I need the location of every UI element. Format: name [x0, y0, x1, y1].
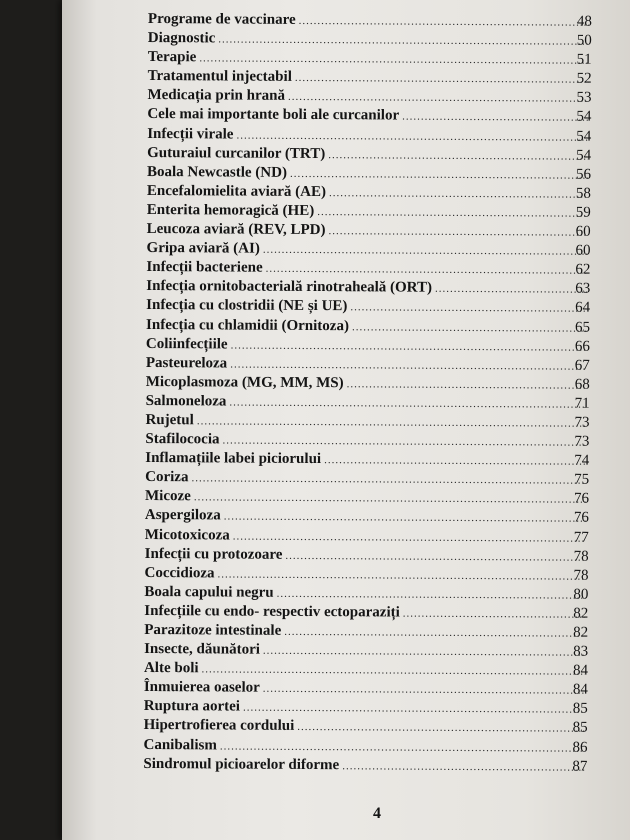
toc-entry-page: 73 — [574, 414, 590, 431]
toc-entry-page: 54 — [576, 109, 592, 126]
toc-entry-title: Boala capului negru — [144, 583, 274, 601]
toc-entry-title: Canibalism — [143, 736, 217, 753]
toc-entry-page: 60 — [575, 242, 591, 259]
toc-entry-title: Leucoza aviară (REV, LPD) — [146, 221, 326, 239]
toc-entry-title: Diagnostic — [147, 30, 216, 47]
toc-entry-page: 84 — [572, 681, 588, 698]
toc-entry-title: Boala Newcastle (ND) — [146, 163, 288, 181]
toc-entry-page: 82 — [573, 624, 589, 641]
toc-entry-title: Ruptura aortei — [143, 698, 241, 715]
toc-entry-page: 82 — [573, 605, 589, 622]
toc-entry-title: Tratamentul injectabil — [147, 68, 292, 86]
toc-entry-title: Infecția cu clostridii (NE și UE) — [146, 297, 348, 315]
toc-entry-page: 52 — [576, 70, 592, 87]
toc-entry-title: Gripa aviară (AI) — [146, 240, 260, 257]
dot-leader — [403, 604, 589, 624]
toc-entry-title: Pasteureloza — [145, 354, 228, 372]
table-of-contents — [143, 10, 592, 776]
toc-entry-page: 60 — [575, 223, 591, 240]
toc-entry-title: Micoze — [144, 488, 191, 505]
toc-entry-page: 78 — [573, 548, 589, 565]
book-page — [62, 0, 630, 840]
dot-leader — [402, 108, 588, 128]
toc-entry-page: 86 — [572, 739, 588, 756]
toc-entry-page: 71 — [574, 395, 590, 412]
toc-entry-title: Stafilococia — [145, 431, 220, 448]
toc-entry-page: 85 — [572, 700, 588, 718]
toc-entry-page: 51 — [576, 51, 592, 68]
toc-entry-page: 68 — [574, 376, 590, 393]
toc-entry-page: 62 — [575, 261, 591, 278]
toc-entry-title: Rujetul — [145, 411, 194, 429]
toc-entry-page: 48 — [576, 13, 592, 30]
toc-entry-title: Infecții virale — [147, 125, 234, 143]
toc-entry-page: 85 — [572, 720, 588, 737]
toc-entry-page: 58 — [575, 185, 591, 202]
toc-entry-page: 65 — [575, 319, 591, 336]
toc-entry-page: 73 — [574, 433, 590, 450]
toc-entry-page: 66 — [574, 338, 591, 355]
toc-entry-title: Infecții bacteriene — [146, 259, 263, 276]
toc-entry-title: Medicația prin hrană — [147, 87, 286, 105]
toc-entry-page: 56 — [575, 166, 592, 183]
toc-entry-title: Sindromul picioarelor diforme — [143, 755, 340, 773]
page-number: 4 — [373, 805, 381, 822]
toc-entry-title: Encefalomielita aviară (AE) — [146, 182, 327, 200]
toc-entry-page: 54 — [576, 147, 592, 164]
toc-entry-title: Programe de vaccinare — [147, 10, 296, 28]
toc-entry-title: Coriza — [145, 469, 189, 486]
toc-entry-page: 75 — [574, 471, 590, 488]
toc-entry-page: 53 — [576, 89, 592, 107]
toc-entry-title: Coliinfecțiile — [145, 335, 228, 353]
toc-entry-page: 54 — [576, 128, 592, 145]
toc-entry-page: 64 — [575, 300, 591, 317]
toc-entry-title: Coccidioza — [144, 564, 215, 582]
toc-entry-page: 84 — [572, 662, 589, 679]
toc-entry-title: Înmuierea oaselor — [143, 679, 260, 696]
toc-entry-title: Cele mai importante boli ale curcanilor — [147, 106, 400, 125]
toc-entry-title: Alte boli — [143, 660, 199, 677]
toc-entry-title: Salmoneloza — [145, 392, 227, 410]
toc-entry — [143, 755, 587, 777]
toc-entry-page: 87 — [572, 758, 588, 775]
toc-entry-page: 76 — [573, 490, 590, 508]
toc-entry-page: 59 — [575, 204, 591, 221]
toc-entry-title: Guturaiul curcanilor (TRT) — [147, 144, 326, 162]
toc-entry-page: 77 — [573, 529, 589, 546]
toc-entry-page: 67 — [574, 357, 590, 374]
toc-entry-page: 78 — [573, 567, 589, 584]
dot-leader — [342, 757, 584, 778]
toc-entry-title: Enterita hemoragică (HE) — [146, 201, 315, 219]
toc-entry-page: 50 — [576, 32, 592, 49]
toc-entry-page: 76 — [573, 510, 589, 527]
toc-entry-title: Infecția cu chlamidii (Ornitoza) — [146, 316, 350, 334]
toc-entry-page: 63 — [575, 280, 591, 298]
toc-entry-title: Micotoxicoza — [144, 526, 230, 544]
toc-entry-page: 80 — [573, 586, 589, 603]
toc-entry-title: Inflamațiile labei piciorului — [145, 450, 322, 468]
toc-entry-title: Hipertrofierea cordului — [143, 717, 295, 735]
toc-entry-title: Infecțiile cu endo- respectiv ectoparaziți — [144, 602, 400, 621]
toc-entry-title: Micoplasmoza (MG, MM, MS) — [145, 373, 344, 391]
toc-entry-title: Terapie — [147, 49, 197, 66]
toc-entry-title: Infecții cu protozoare — [144, 545, 283, 563]
toc-entry-title: Infecția ornitobacterială rinotraheală (ORT) — [146, 278, 433, 297]
toc-entry-title: Parazitoze intestinale — [144, 621, 282, 639]
toc-entry-page: 74 — [574, 452, 590, 469]
toc-entry-title: Aspergiloza — [144, 507, 221, 524]
toc-entry-title: Insecte, dăunători — [144, 641, 260, 658]
toc-entry-page: 83 — [573, 643, 589, 660]
